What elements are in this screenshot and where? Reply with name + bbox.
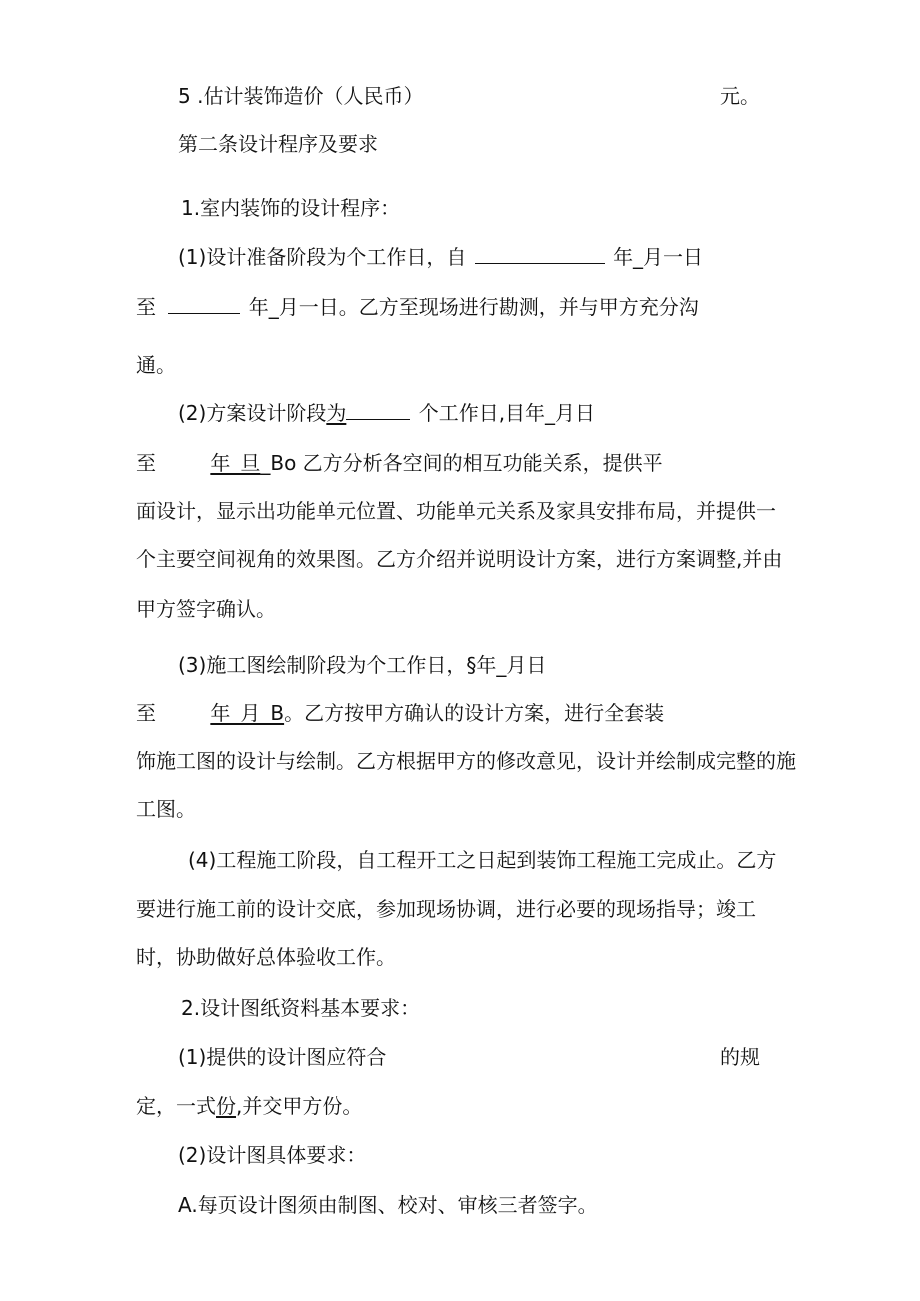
scheme-stage-text: (2)方案设计阶段 bbox=[178, 401, 327, 425]
line-16 bbox=[188, 848, 776, 872]
text-continuation: 通。 bbox=[136, 353, 176, 377]
date-underlined: 年_旦 bbox=[210, 451, 261, 475]
line-6 bbox=[136, 353, 176, 377]
survey-text: 年_月一日。乙方至现场进行勘测，并与甲方充分沟 bbox=[248, 295, 699, 319]
date-underlined: 年_月_B bbox=[210, 701, 285, 725]
text-continuation: 工图。 bbox=[136, 797, 196, 821]
plan-design-text: 面设计，显示出功能单元位置、功能单元关系及家具安排布局，并提供一 bbox=[136, 499, 776, 523]
blank-field bbox=[346, 401, 410, 420]
currency-unit: 元。 bbox=[720, 84, 760, 108]
line-20-end bbox=[720, 1045, 760, 1069]
drawing-stage-desc: 。乙方按甲方确认的设计方案，进行全套装 bbox=[284, 701, 665, 725]
confirmation-text: 甲方签字确认。 bbox=[136, 597, 276, 621]
article-2-title: 第二条设计程序及要求 bbox=[178, 132, 378, 156]
scheme-stage-underlined: 为 bbox=[326, 401, 347, 425]
drawing-stage-text: (3)施工图绘制阶段为个工作日，§年_月日 bbox=[178, 653, 547, 677]
acceptance-text: 时，协助做好总体验收工作。 bbox=[136, 945, 396, 969]
site-guidance-text: 要进行施工前的设计交底，参加现场协调，进行必要的现场指导；竣工 bbox=[136, 897, 756, 921]
blank-field bbox=[168, 295, 240, 314]
line-7 bbox=[178, 401, 595, 425]
copies-text-end: ,并交甲方份。 bbox=[236, 1094, 363, 1118]
line-1-unit bbox=[720, 84, 760, 108]
to-label: 至 bbox=[136, 295, 156, 319]
line-9 bbox=[136, 499, 776, 523]
blank-field bbox=[475, 245, 605, 264]
cost-estimate-label: 5 .估计装饰造价（人民币） bbox=[178, 84, 424, 108]
drawing-revision-text: 饰施工图的设计与绘制。乙方根据甲方的修改意见，设计并绘制成完整的施 bbox=[136, 749, 796, 773]
line-1 bbox=[178, 84, 423, 108]
copies-underlined: 份 bbox=[216, 1094, 236, 1118]
line-18 bbox=[136, 945, 396, 969]
line-3 bbox=[181, 196, 400, 220]
line-11 bbox=[136, 597, 276, 621]
signature-requirement-text: A.每页设计图须由制图、校对、审核三者签字。 bbox=[178, 1193, 598, 1217]
construction-stage-text: (4)工程施工阶段，自工程开工之日起到装饰工程施工完成止。乙方 bbox=[188, 848, 777, 872]
copies-text: 定，一式 bbox=[136, 1094, 216, 1118]
line-5 bbox=[136, 295, 699, 319]
specific-requirements-title: (2)设计图具体要求： bbox=[178, 1143, 367, 1167]
prep-stage-date: 年_月一日 bbox=[613, 245, 704, 269]
line-14 bbox=[136, 749, 796, 773]
drawing-standard-end: 的规 bbox=[720, 1045, 760, 1069]
line-17 bbox=[136, 897, 756, 921]
section-heading bbox=[178, 132, 378, 156]
scheme-stage-date: 个工作日,目年_月日 bbox=[418, 401, 596, 425]
line-8 bbox=[136, 451, 663, 475]
to-label: 至 bbox=[136, 451, 156, 475]
line-23 bbox=[178, 1193, 598, 1217]
line-4 bbox=[178, 245, 703, 269]
to-label: 至 bbox=[136, 701, 156, 725]
line-20 bbox=[178, 1045, 386, 1069]
drawing-standard-text: (1)提供的设计图应符合 bbox=[178, 1045, 387, 1069]
line-12 bbox=[178, 653, 546, 677]
subsection-1-title: 1.室内装饰的设计程序： bbox=[181, 196, 401, 220]
line-19 bbox=[181, 996, 420, 1020]
line-10 bbox=[136, 547, 782, 571]
rendering-text: 个主要空间视角的效果图。乙方介绍并说明设计方案，进行方案调整,并由 bbox=[136, 547, 783, 571]
prep-stage-text: (1)设计准备阶段为个工作日，自 bbox=[178, 245, 467, 269]
line-22 bbox=[178, 1143, 366, 1167]
line-21 bbox=[136, 1094, 362, 1118]
line-13 bbox=[136, 701, 664, 725]
function-analysis-text: _Bo 乙方分析各空间的相互功能关系，提供平 bbox=[260, 451, 663, 475]
line-15 bbox=[136, 797, 196, 821]
subsection-2-title: 2.设计图纸资料基本要求： bbox=[181, 996, 421, 1020]
